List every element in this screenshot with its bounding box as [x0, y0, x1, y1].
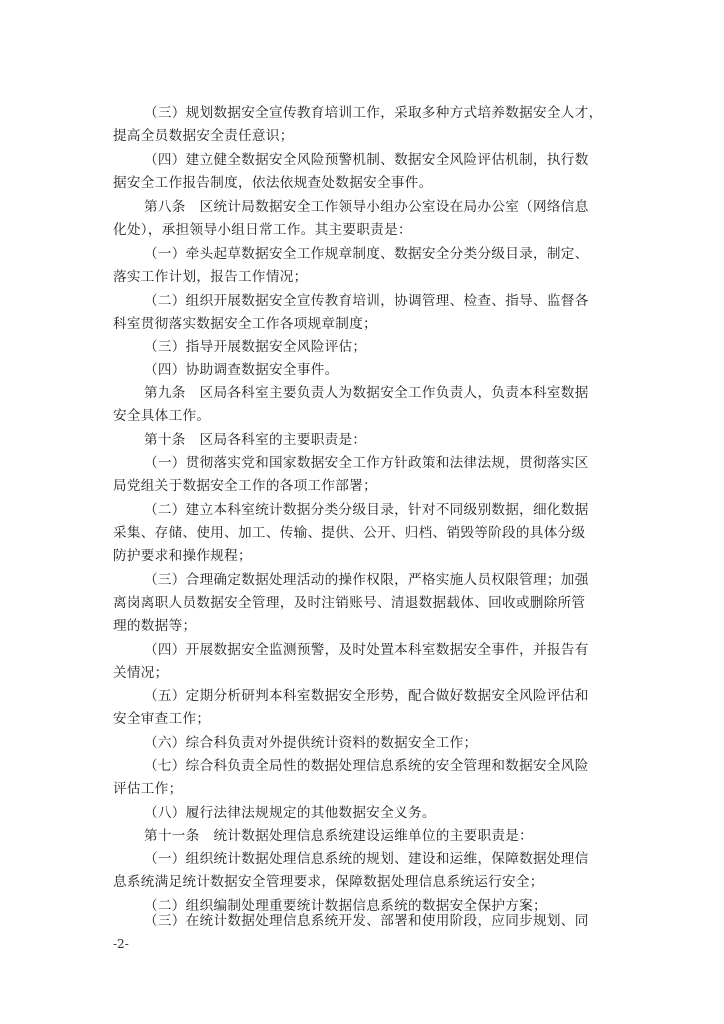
text-line: 科室贯彻落实数据安全工作各项规章制度； [113, 316, 377, 332]
text-line: （五）定期分析研判本科室数据安全形势，配合做好数据安全风险评估和 [144, 688, 589, 704]
text-line: 据安全工作报告制度，依法依规查处数据安全事件。 [113, 175, 433, 191]
text-line: 理的数据等； [113, 618, 197, 634]
text-line: （七）综合科负责全局性的数据处理信息系统的安全管理和数据安全风险 [144, 758, 589, 774]
text-line: （三）规划数据安全宣传教育培训工作，采取多种方式培养数据安全人才， [144, 105, 603, 121]
text-line: （四）建立健全数据安全风险预警机制、数据安全风险评估机制，执行数 [144, 152, 589, 168]
text-line: （三）在统计数据处理信息系统开发、部署和使用阶段，应同步规划、同 [144, 913, 589, 929]
text-line: 防护要求和操作规程； [113, 548, 252, 564]
text-line: （二）组织开展数据安全宣传教育培训，协调管理、检查、指导、监督各 [144, 293, 589, 309]
article-heading-8: 第八条 区统计局数据安全工作领导小组办公室设在局办公室（网络信息 [144, 199, 589, 215]
article-heading-9: 第九条 区局各科室主要负责人为数据安全工作负责人，负责本科室数据 [144, 385, 589, 401]
text-line: （四）开展数据安全监测预警，及时处置本科室数据安全事件，并报告有 [144, 642, 589, 658]
text-line: （八）履行法律法规规定的其他数据安全义务。 [144, 805, 436, 821]
text-line: 息系统满足统计数据安全管理要求，保障数据处理信息系统运行安全； [113, 874, 544, 890]
page-number: -2- [113, 937, 129, 951]
text-line: （一）贯彻落实党和国家数据安全工作方针政策和法律法规，贯彻落实区 [144, 455, 589, 471]
text-line: 采集、存储、使用、加工、传输、提供、公开、归档、销毁等阶段的具体分级 [113, 525, 586, 541]
text-line: 落实工作计划，报告工作情况； [113, 269, 308, 285]
text-line: 安全具体工作。 [113, 408, 211, 424]
text-line: 化处），承担领导小组日常工作。其主要职责是： [113, 222, 412, 238]
text-line: （一）牵头起草数据安全工作规章制度、数据安全分类分级目录，制定、 [144, 246, 589, 262]
text-line: 局党组关于数据安全工作的各项工作部署； [113, 478, 377, 494]
text-line: （二）建立本科室统计数据分类分级目录，针对不同级别数据，细化数据 [144, 502, 589, 518]
text-line: 离岗离职人员数据安全管理，及时注销账号、清退数据载体、回收或删除所管 [113, 595, 586, 611]
text-line: 提高全员数据安全责任意识； [113, 128, 294, 144]
text-line: （六）综合科负责对外提供统计资料的数据安全工作； [144, 735, 478, 751]
text-line: 关情况； [113, 665, 169, 681]
text-line: 安全审查工作； [113, 711, 211, 727]
article-heading-11: 第十一条 统计数据处理信息系统建设运维单位的主要职责是： [144, 828, 534, 844]
text-line: （四）协助调查数据安全事件。 [144, 362, 339, 378]
text-line: （一）组织统计数据处理信息系统的规划、建设和运维，保障数据处理信 [144, 851, 589, 867]
text-line: （三）指导开展数据安全风险评估； [144, 339, 367, 355]
article-heading-10: 第十条 区局各科室的主要职责是： [144, 432, 367, 448]
text-line: （二）组织编制处理重要统计数据信息系统的数据安全保护方案； [144, 898, 547, 914]
text-line: （三）合理确定数据处理活动的操作权限，严格实施人员权限管理；加强 [144, 572, 589, 588]
text-line: 评估工作； [113, 781, 183, 797]
